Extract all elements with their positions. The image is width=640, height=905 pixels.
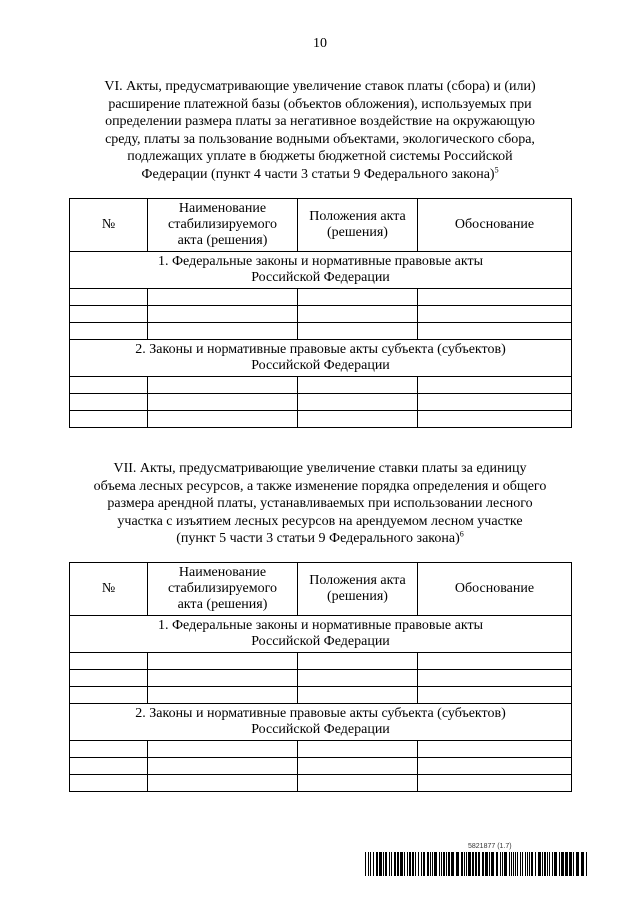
barcode-bar — [559, 852, 560, 876]
table-row — [70, 323, 572, 340]
barcode-bar — [430, 852, 431, 876]
table-row — [70, 775, 572, 792]
barcode-bar — [415, 852, 416, 876]
barcode-bar — [491, 852, 494, 876]
barcode-bar — [400, 852, 403, 876]
table-row — [70, 411, 572, 428]
footnote-ref[interactable]: 5 — [494, 164, 499, 174]
barcode-bar — [456, 852, 459, 876]
header-act-name: Наименование стабилизируемого акта (решения) — [148, 199, 298, 252]
barcode-bar — [520, 852, 521, 876]
barcode-bar — [527, 852, 528, 876]
title-line: объема лесных ресурсов, а также изменение порядка определения и общего — [93, 478, 547, 494]
title-line: размера арендной платы, устанавливаемых при использовании лесного — [107, 496, 533, 511]
barcode-bar — [407, 852, 408, 876]
barcode-bar — [448, 852, 450, 876]
barcode-bar — [515, 852, 516, 876]
barcode-bar — [586, 852, 587, 876]
table-header-row — [70, 563, 572, 616]
barcode-bar — [478, 852, 480, 876]
barcode-bar — [379, 852, 382, 876]
barcode-bar — [529, 852, 530, 876]
barcode — [365, 852, 587, 876]
barcode-bar — [482, 852, 484, 876]
barcode-bar — [522, 852, 523, 876]
barcode-bar — [547, 852, 548, 876]
barcode-bar — [544, 852, 546, 876]
barcode-bar — [427, 852, 429, 876]
barcode-bar — [370, 852, 371, 876]
barcode-bar — [531, 852, 533, 876]
group-row-federal: 1. Федеральные законы и нормативные правовые акты Российской Федерации — [70, 616, 572, 653]
barcode-bar — [412, 852, 414, 876]
table-row — [70, 653, 572, 670]
table-row — [70, 394, 572, 411]
barcode-bar — [502, 852, 503, 876]
page-number: 10 — [313, 36, 327, 51]
barcode-bar — [561, 852, 564, 876]
table-header-row — [70, 199, 572, 252]
barcode-bar — [446, 852, 447, 876]
table-row — [70, 687, 572, 704]
barcode-bar — [421, 852, 422, 876]
barcode-bar — [554, 852, 557, 876]
barcode-bar — [552, 852, 553, 876]
barcode-bar — [376, 852, 378, 876]
title-line: (пункт 5 части 3 статьи 9 Федерального закона)$^6$ — [176, 529, 464, 546]
header-num: № — [70, 199, 148, 252]
barcode-bar — [409, 852, 411, 876]
barcode-bar — [441, 852, 442, 876]
title-line: VI. Акты, предусматривающие увеличение ставок платы (сбора) и (или) — [104, 79, 536, 94]
table-row — [70, 741, 572, 758]
title-line: определении размера платы за негативное воздействие на окружающую — [105, 114, 535, 129]
header-justification: Обоснование — [418, 199, 572, 252]
barcode-bar — [391, 852, 392, 876]
table-row — [70, 670, 572, 687]
barcode-bar — [485, 852, 488, 876]
barcode-bar — [500, 852, 501, 876]
barcode-bar — [549, 852, 550, 876]
barcode-bar — [489, 852, 490, 876]
barcode-bar — [573, 852, 574, 876]
table-row — [70, 306, 572, 323]
barcode-bar — [542, 852, 543, 876]
barcode-bar — [509, 852, 510, 876]
barcode-bar — [511, 852, 512, 876]
section-7-title — [70, 460, 570, 548]
title-line: расширение платежной базы (объектов обложения), используемых при — [108, 96, 532, 112]
barcode-bar — [464, 852, 465, 876]
barcode-bar — [451, 852, 454, 876]
title-line: VII. Акты, предусматривающие увеличение ставки платы за единицу — [113, 461, 527, 476]
barcode-bar — [461, 852, 463, 876]
barcode-bar — [368, 852, 369, 876]
barcode-bar — [418, 852, 419, 876]
barcode-bar — [535, 852, 536, 876]
barcode-bar — [373, 852, 374, 876]
barcode-bar — [525, 852, 526, 876]
header-justification: Обоснование — [418, 563, 572, 616]
table-row — [70, 377, 572, 394]
barcode-bar — [434, 852, 437, 876]
table-row — [70, 758, 572, 775]
title-line: подлежащих уплате в бюджеты бюджетной системы Российской — [127, 149, 513, 164]
barcode-bar — [513, 852, 514, 876]
barcode-bar — [581, 852, 584, 876]
title-line: участка с изъятием лесных ресурсов на арендуемом лесном участке — [117, 513, 523, 529]
footnote-ref[interactable]: 6 — [459, 529, 464, 539]
group-row-regional: 2. Законы и нормативные правовые акты субъекта (субъектов) Российской Федерации — [70, 340, 572, 377]
barcode-bar — [466, 852, 467, 876]
barcode-bar — [394, 852, 396, 876]
barcode-bar — [504, 852, 507, 876]
barcode-bar — [389, 852, 390, 876]
barcode-bar — [538, 852, 541, 876]
barcode-bar — [468, 852, 471, 876]
section-7-table — [69, 562, 572, 792]
barcode-bar — [385, 852, 387, 876]
barcode-bar — [397, 852, 399, 876]
barcode-bar — [517, 852, 518, 876]
title-line: Федерации (пункт 4 части 3 статьи 9 Федерального закона)$^5$ — [141, 164, 499, 182]
title-line: среду, платы за пользование водными объектами, экологического сбора, — [105, 131, 535, 147]
barcode-bar — [565, 852, 568, 876]
barcode-bar — [383, 852, 384, 876]
barcode-bar — [576, 852, 579, 876]
table-row — [70, 289, 572, 306]
barcode-bar — [423, 852, 425, 876]
document-id: 5821877 (1.7) — [468, 843, 512, 850]
barcode-bar — [439, 852, 440, 876]
barcode-bar — [404, 852, 405, 876]
barcode-bar — [496, 852, 498, 876]
group-row-federal: 1. Федеральные законы и нормативные правовые акты Российской Федерации — [70, 252, 572, 289]
header-num: № — [70, 563, 148, 616]
barcode-bar — [443, 852, 445, 876]
section-6-table — [69, 198, 572, 428]
barcode-bar — [569, 852, 572, 876]
barcode-bar — [365, 852, 366, 876]
header-act-name: Наименование стабилизируемого акта (решения) — [148, 563, 298, 616]
barcode-bar — [475, 852, 477, 876]
header-provisions: Положения акта (решения) — [298, 199, 418, 252]
section-6-title — [70, 78, 570, 183]
header-provisions: Положения акта (решения) — [298, 563, 418, 616]
group-row-regional: 2. Законы и нормативные правовые акты субъекта (субъектов) Российской Федерации — [70, 704, 572, 741]
barcode-bar — [432, 852, 433, 876]
barcode-bar — [472, 852, 474, 876]
